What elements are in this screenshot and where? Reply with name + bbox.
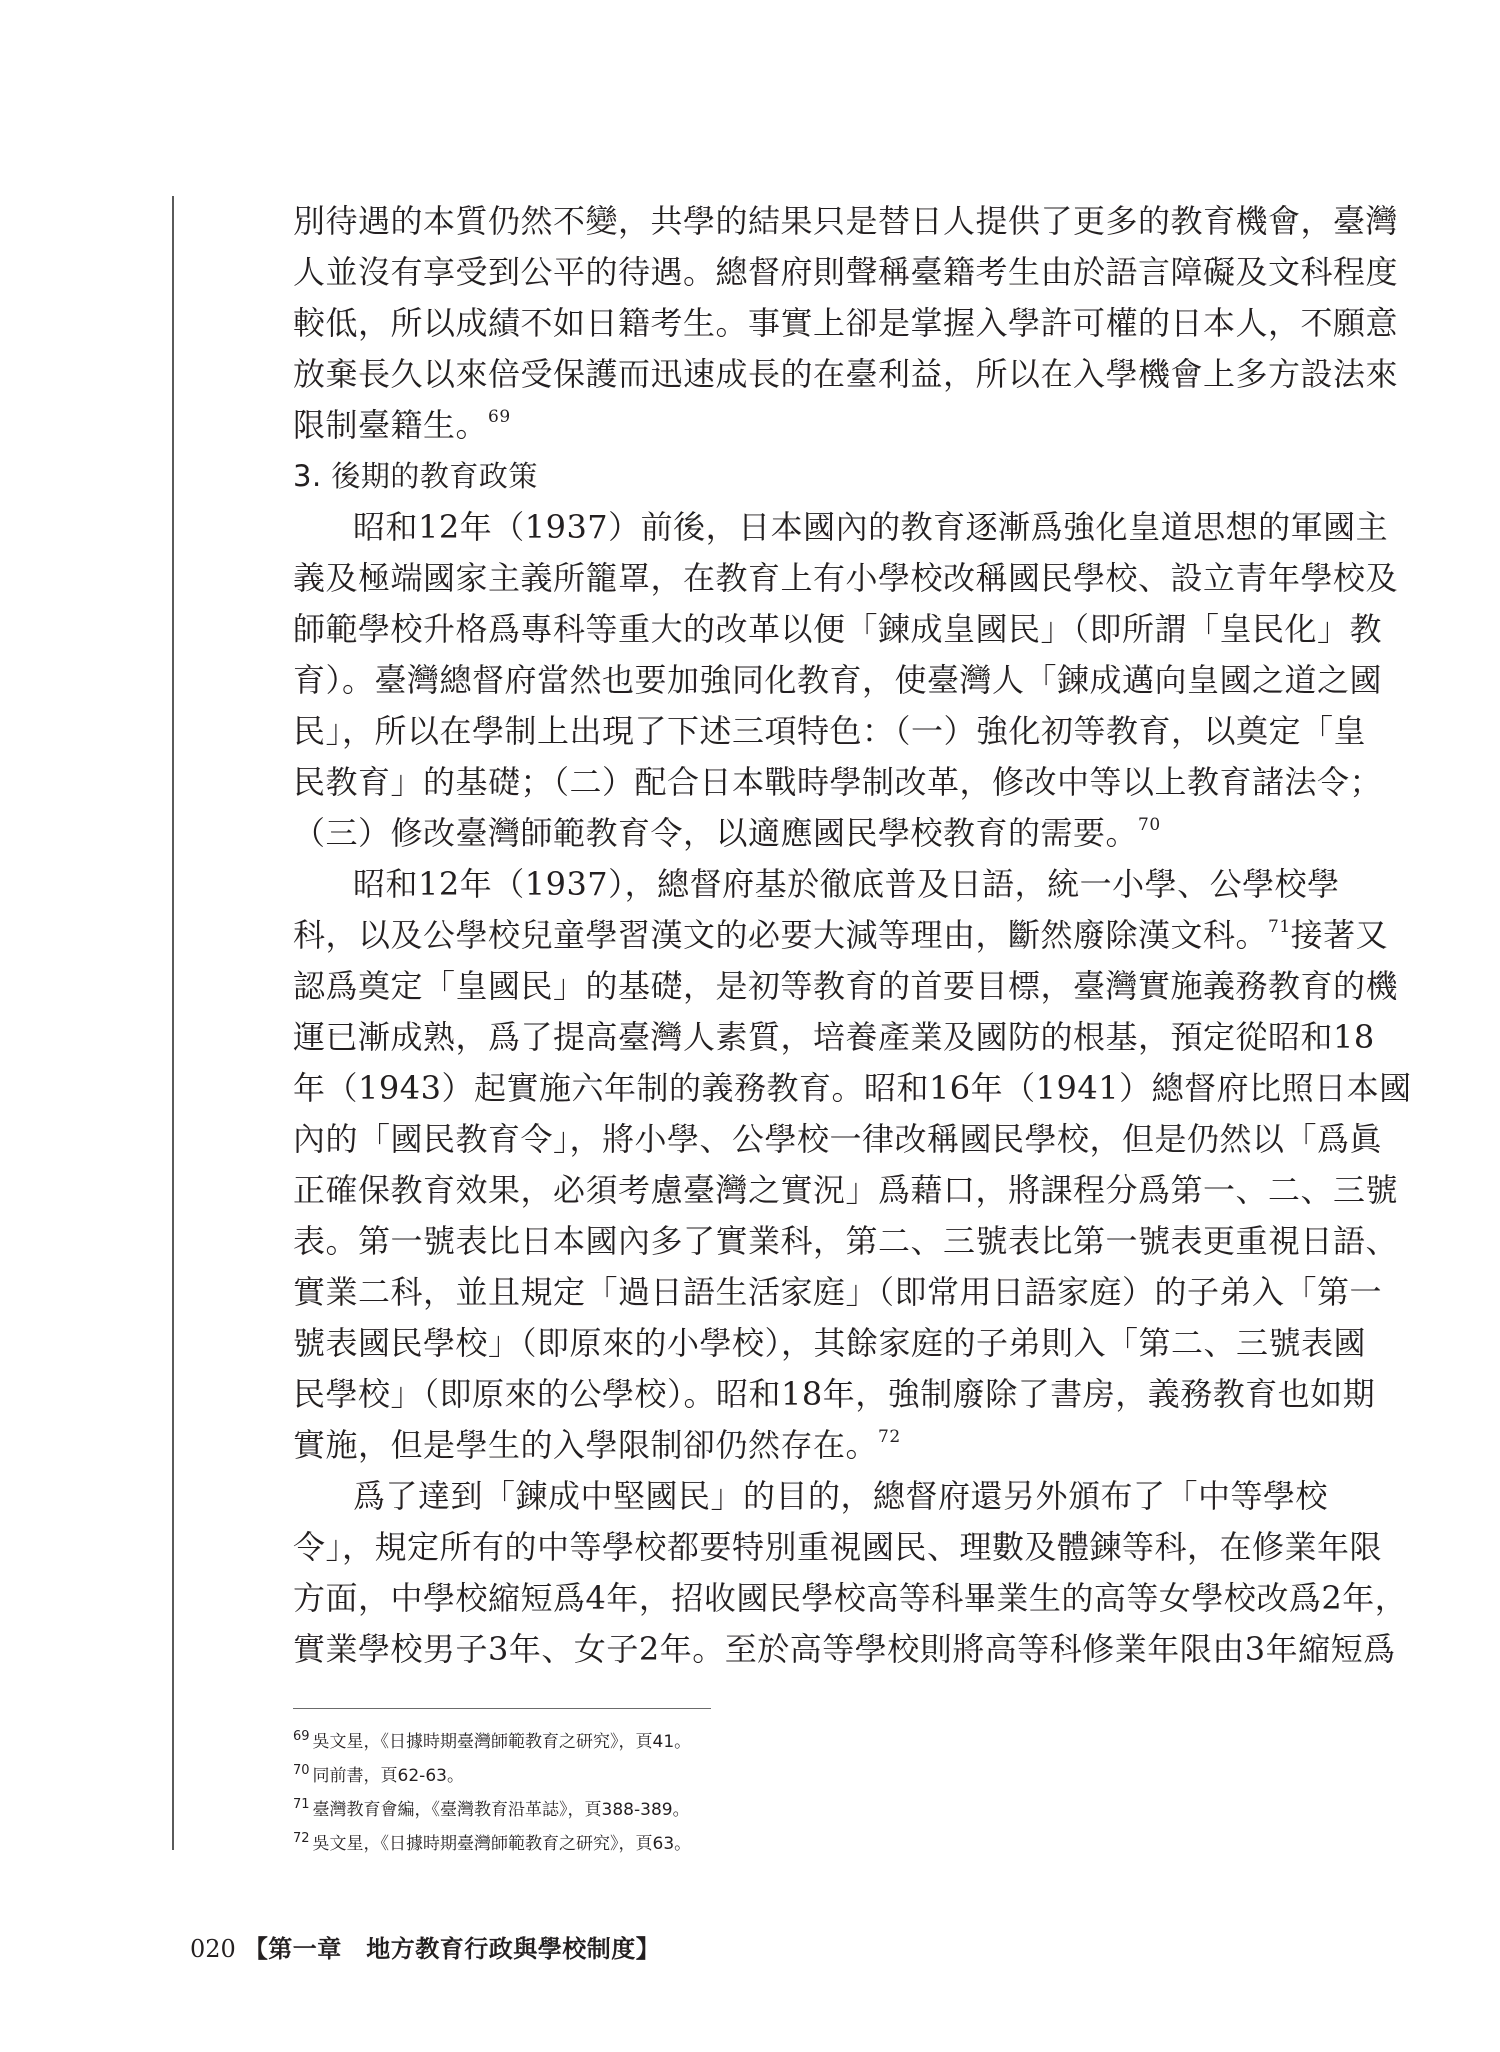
footnote-text: 同前書，頁62-63。 [312,1766,464,1786]
text-line: 正確保教育效果，必須考慮臺灣之實況」爲藉口，將課程分爲第一、二、三號 [293,1171,1399,1209]
text-line: 人並沒有享受到公平的待遇。總督府則聲稱臺籍考生由於語言障礙及文科程度 [293,253,1399,291]
text-line: 民教育」的基礎；（二）配合日本戰時學制改革，修改中等以上教育諸法令； [293,763,1383,801]
footnote-item [293,1793,1293,1827]
footnote-text: 吳文星，《日據時期臺灣師範教育之研究》，頁63。 [312,1834,692,1854]
text-line: 義及極端國家主義所籠罩，在教育上有小學校改稱國民學校、設立青年學校及 [293,559,1399,597]
page-footer [190,1929,660,1964]
text-line: 號表國民學校」（即原來的小學校），其餘家庭的子弟則入「第二、三號表國 [293,1324,1367,1362]
text-line: 運已漸成熟，爲了提高臺灣人素質，培養產業及國防的根基，預定從昭和18 [293,1018,1375,1056]
text-span: （三）修改臺灣師範教育令，以適應國民學校教育的需要。 [293,814,1139,852]
footnote-separator [293,1708,711,1709]
text-line [293,400,1303,451]
text-line: 民」，所以在學制上出現了下述三項特色：（一）強化初等教育，以奠定「皇 [293,712,1367,750]
footnote-item [293,1725,1293,1759]
footnote-number: 71 [293,1797,310,1812]
text-line: 爲了達到「鍊成中堅國民」的目的，總督府還另外頒布了「中等學校 [353,1477,1329,1515]
text-span: 限制臺籍生。 [293,406,489,444]
text-line: 放棄長久以來倍受保護而迅速成長的在臺利益，所以在入學機會上多方設法來 [293,355,1399,393]
text-span: 實施，但是學生的入學限制卻仍然存在。 [293,1426,879,1464]
text-span: 接著又 [1290,916,1389,954]
footnote-item [293,1827,1293,1861]
section-heading: 3. 後期的教育政策 [293,459,538,493]
text-line: 認爲奠定「皇國民」的基礎，是初等教育的首要目標，臺灣實施義務教育的機 [293,967,1399,1005]
footnote-number: 69 [293,1729,310,1744]
text-line: 令」，規定所有的中等學校都要特別重視國民、理數及體鍊等科，在修業年限 [293,1528,1383,1566]
text-line: 民學校」（即原來的公學校）。昭和18年，強制廢除了書房，義務教育也如期 [293,1375,1376,1413]
footnote-ref[interactable]: 69 [488,407,511,427]
footnote-item [293,1759,1293,1793]
text-line: 年（1943）起實施六年制的義務教育。昭和16年（1941）總督府比照日本國 [293,1069,1412,1107]
footnote-text: 吳文星，《日據時期臺灣師範教育之研究》，頁41。 [312,1732,692,1752]
text-line [293,910,1389,961]
margin-rule [172,196,174,1850]
text-line: 較低，所以成績不如日籍考生。事實上卻是掌握入學許可權的日本人，不願意 [293,304,1399,342]
text-line: 別待遇的本質仍然不變，共學的結果只是替日人提供了更多的教育機會，臺灣 [293,202,1399,240]
text-line [293,808,1303,859]
text-line: 昭和12年（1937）前後，日本國內的教育逐漸爲強化皇道思想的軍國主 [353,508,1389,546]
footnote-ref[interactable]: 71 [1268,917,1291,937]
text-line: 昭和12年（1937），總督府基於徹底普及日語，統一小學、公學校學 [353,865,1340,903]
text-line: 師範學校升格爲專科等重大的改革以便「鍊成皇國民」（即所謂「皇民化」教 [293,610,1383,648]
page-number: 020 [190,1935,236,1963]
text-line [293,1420,1303,1471]
text-span: 科，以及公學校兒童學習漢文的必要大減等理由，斷然廢除漢文科。 [293,916,1269,954]
text-line: 育）。臺灣總督府當然也要加強同化教育，使臺灣人「鍊成邁向皇國之道之國 [293,661,1383,699]
footnote-number: 72 [293,1831,310,1846]
footnote-ref[interactable]: 72 [878,1427,901,1447]
footnote-number: 70 [293,1763,310,1778]
footnote-text: 臺灣教育會編，《臺灣教育沿革誌》，頁388-389。 [312,1800,690,1820]
body-text [293,196,1412,1675]
chapter-title: 【第一章 地方教育行政與學校制度】 [243,1934,661,1963]
text-line: 實業二科，並且規定「過日語生活家庭」（即常用日語家庭）的子弟入「第一 [293,1273,1383,1311]
footnote-ref[interactable]: 70 [1138,815,1161,835]
text-line: 實業學校男子3年、女子2年。至於高等學校則將高等科修業年限由3年縮短爲 [293,1630,1396,1668]
text-line: 方面，中學校縮短爲4年，招收國民學校高等科畢業生的高等女學校改爲2年， [293,1579,1408,1617]
text-line: 內的「國民教育令」，將小學、公學校一律改稱國民學校，但是仍然以「爲眞 [293,1120,1383,1158]
text-line: 表。第一號表比日本國內多了實業科，第二、三號表比第一號表更重視日語、 [293,1222,1399,1260]
footnotes [293,1725,1293,1861]
